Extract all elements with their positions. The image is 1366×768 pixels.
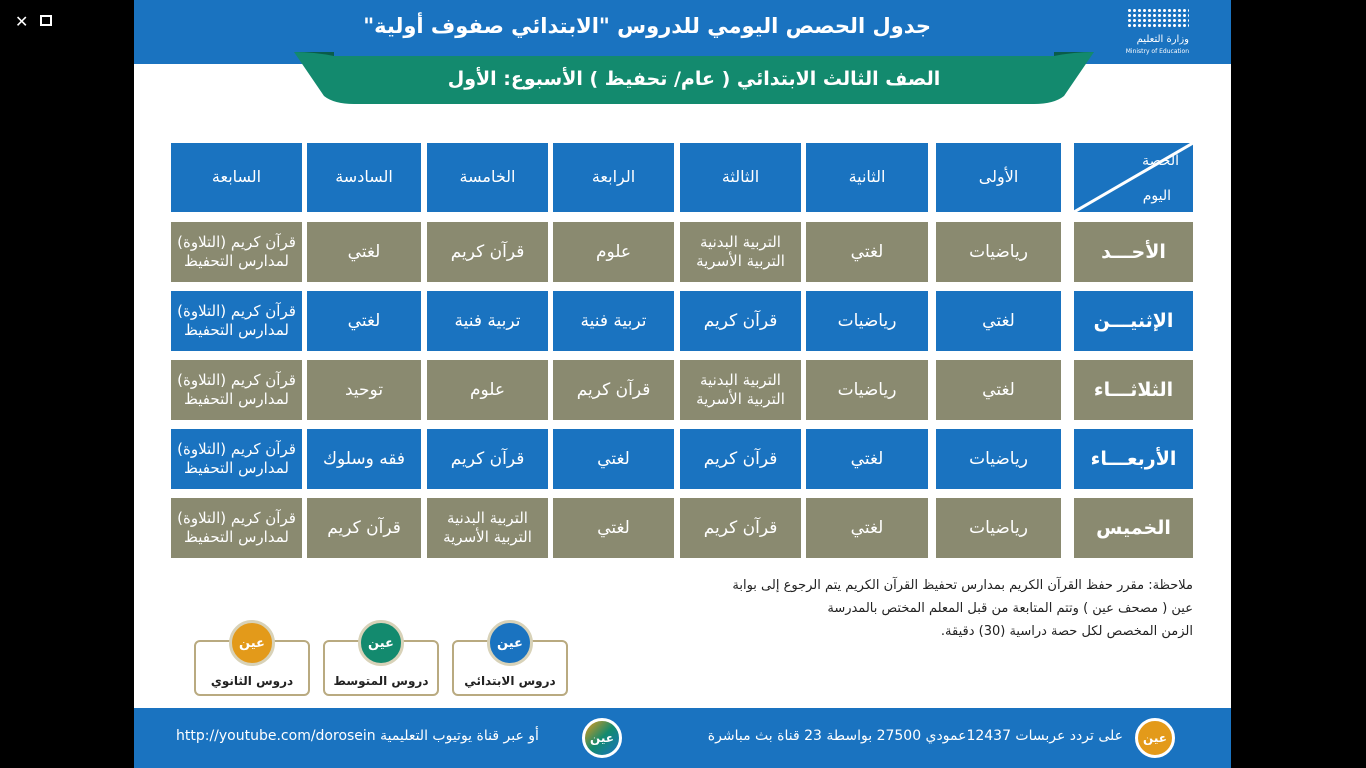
- note-line: الزمن المخصص لكل حصة دراسية (30) دقيقة.: [940, 624, 1193, 639]
- lesson-cell: لغتي: [307, 291, 421, 351]
- lesson-line: التربية البدنية: [700, 370, 781, 389]
- lesson-cell: [680, 360, 801, 420]
- lesson-cell: قرآن كريم: [680, 498, 801, 558]
- card-secondary[interactable]: [194, 620, 310, 696]
- lesson-cell: رياضيات: [936, 222, 1061, 282]
- lesson-cell: تربية فنية: [553, 291, 674, 351]
- lesson-line: التربية الأسرية: [443, 528, 532, 546]
- lesson-cell: لغتي: [936, 291, 1061, 351]
- lesson-cell: علوم: [427, 360, 548, 420]
- day-label: الأربعـــاء: [1074, 429, 1193, 489]
- lesson-cell: قرآن كريم: [427, 429, 548, 489]
- lesson-line: قرآن كريم (التلاوة): [177, 370, 296, 389]
- lesson-line: لمدارس التحفيظ: [184, 390, 289, 408]
- lesson-cell: لغتي: [806, 222, 928, 282]
- note-line: عين ( مصحف عين ) وتتم المتابعة من قبل المعلم المختص بالمدرسة: [827, 601, 1193, 616]
- note-line: ملاحظة: مقرر حفظ القرآن الكريم بمدارس تحفيظ القرآن الكريم يتم الرجوع إلى بوابة: [732, 578, 1193, 593]
- corner-period-label: الحصة: [1142, 153, 1179, 169]
- page-title: جدول الحصص اليومي للدروس "الابتدائي صفوف أولية": [363, 14, 931, 38]
- ein-logo-icon: عين: [487, 620, 533, 666]
- lesson-cell: رياضيات: [936, 429, 1061, 489]
- ministry-logo: [1127, 8, 1189, 58]
- lesson-cell: [680, 222, 801, 282]
- table-corner: [1074, 143, 1193, 212]
- youtube-line[interactable]: [176, 728, 539, 744]
- lesson-line: لمدارس التحفيظ: [184, 528, 289, 546]
- day-label: الإثنيـــن: [1074, 291, 1193, 351]
- schedule-slide: [134, 0, 1231, 768]
- lesson-cell: لغتي: [806, 429, 928, 489]
- lesson-cell: فقه وسلوك: [307, 429, 421, 489]
- subtitle: الصف الثالث الابتدائي ( عام/ تحفيظ ) الأسبوع: الأول: [447, 68, 941, 90]
- lesson-cell: توحيد: [307, 360, 421, 420]
- broadcast-info: على تردد عربسات 12437عمودي 27500 بواسطة 23 قناة بث مباشرة: [707, 728, 1123, 744]
- ein-logo-icon: عين: [358, 620, 404, 666]
- day-label: الخميس: [1074, 498, 1193, 558]
- footer-bar: [134, 708, 1231, 768]
- ministry-name-ar: وزارة التعليم: [1136, 34, 1189, 45]
- lesson-cell: لغتي: [553, 429, 674, 489]
- ein-logo-icon: عين: [582, 718, 622, 758]
- lesson-cell: قرآن كريم: [307, 498, 421, 558]
- lesson-line: قرآن كريم (التلاوة): [177, 232, 296, 251]
- lesson-cell: رياضيات: [806, 291, 928, 351]
- lesson-cell: قرآن كريم: [680, 429, 801, 489]
- lesson-line: لمدارس التحفيظ: [184, 252, 289, 270]
- day-label: الأحـــد: [1074, 222, 1193, 282]
- lesson-cell: علوم: [553, 222, 674, 282]
- lesson-cell: رياضيات: [806, 360, 928, 420]
- lesson-line: لمدارس التحفيظ: [184, 459, 289, 477]
- lesson-line: لمدارس التحفيظ: [184, 321, 289, 339]
- ein-logo-icon: عين: [229, 620, 275, 666]
- lesson-line: التربية الأسرية: [696, 390, 785, 408]
- notes: [633, 574, 1193, 643]
- lesson-cell: [171, 222, 302, 282]
- lesson-cell: [171, 360, 302, 420]
- lesson-cell: قرآن كريم: [553, 360, 674, 420]
- period-header: الثانية: [806, 143, 928, 212]
- lesson-cell: [171, 429, 302, 489]
- card-label: دروس الابتدائي: [464, 674, 556, 688]
- lesson-cell: [171, 498, 302, 558]
- lesson-cell: تربية فنية: [427, 291, 548, 351]
- youtube-url[interactable]: http://youtube.com/dorosein: [176, 728, 376, 744]
- lesson-cell: لغتي: [553, 498, 674, 558]
- lesson-cell: [427, 498, 548, 558]
- lesson-cell: قرآن كريم: [427, 222, 548, 282]
- lesson-line: قرآن كريم (التلاوة): [177, 508, 296, 527]
- lesson-cell: لغتي: [307, 222, 421, 282]
- period-header: السابعة: [171, 143, 302, 212]
- period-header: الأولى: [936, 143, 1061, 212]
- card-intermediate[interactable]: [323, 620, 439, 696]
- lesson-line: قرآن كريم (التلاوة): [177, 301, 296, 320]
- lesson-cell: [171, 291, 302, 351]
- youtube-prefix: أو عبر قناة يوتيوب التعليمية: [380, 728, 539, 744]
- lesson-line: التربية البدنية: [447, 508, 528, 527]
- day-label: الثلاثـــاء: [1074, 360, 1193, 420]
- card-primary[interactable]: [452, 620, 568, 696]
- lesson-cell: قرآن كريم: [680, 291, 801, 351]
- lesson-cell: لغتي: [806, 498, 928, 558]
- lesson-cell: لغتي: [936, 360, 1061, 420]
- ein-logo-icon: عين: [1135, 718, 1175, 758]
- lesson-cell: رياضيات: [936, 498, 1061, 558]
- lesson-line: التربية الأسرية: [696, 252, 785, 270]
- period-header: الثالثة: [680, 143, 801, 212]
- ministry-dots-icon: [1127, 8, 1189, 28]
- ministry-name-en: Ministry of Education: [1125, 48, 1189, 55]
- lesson-line: التربية البدنية: [700, 232, 781, 251]
- period-header: الرابعة: [553, 143, 674, 212]
- period-header: السادسة: [307, 143, 421, 212]
- lesson-line: قرآن كريم (التلاوة): [177, 439, 296, 458]
- corner-day-label: اليوم: [1142, 188, 1171, 204]
- period-header: الخامسة: [427, 143, 548, 212]
- close-icon[interactable]: ✕: [15, 12, 29, 31]
- restore-window-icon[interactable]: [40, 15, 52, 26]
- card-label: دروس المتوسط: [333, 674, 429, 688]
- card-label: دروس الثانوي: [210, 674, 294, 688]
